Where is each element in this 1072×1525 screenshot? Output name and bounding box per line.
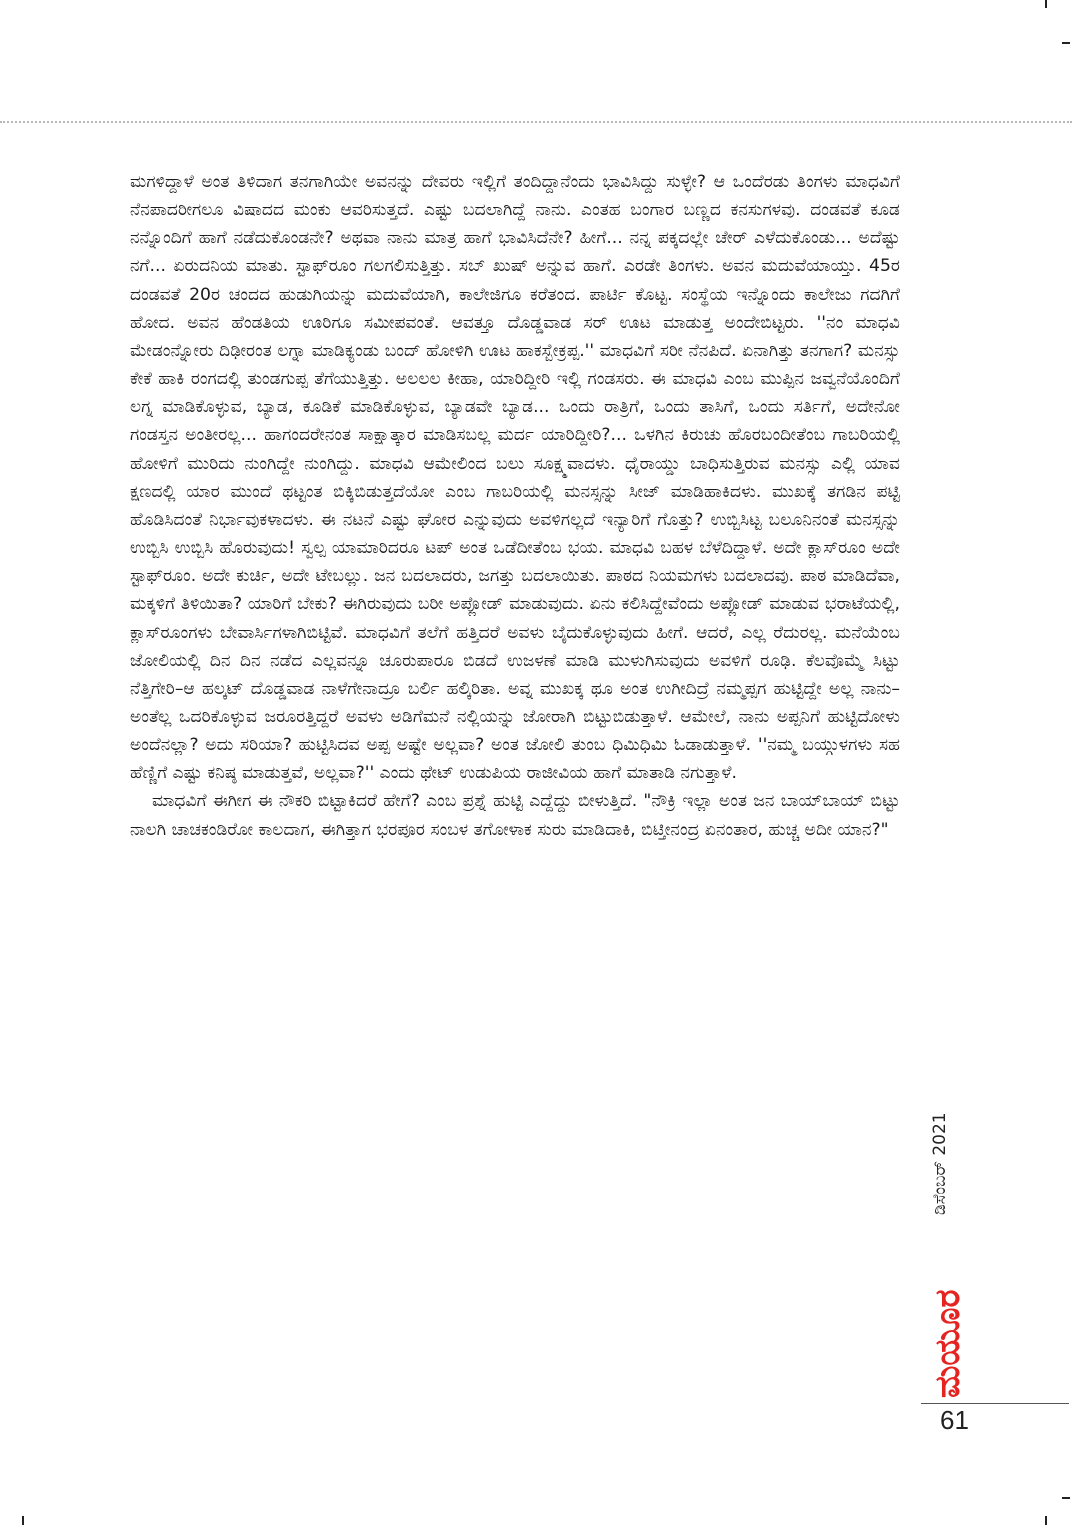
page-number: 61 <box>940 1405 969 1435</box>
article-body <box>130 168 900 844</box>
crop-mark-left-bottom <box>22 1516 24 1525</box>
crop-mark-top <box>1045 0 1047 8</box>
issue-date: ಡಿಸೆಂಬರ್ 2021 <box>930 1112 950 1215</box>
magazine-logo: ಮಯೂರ <box>928 1289 968 1398</box>
crop-mark-bottom <box>1045 1516 1047 1525</box>
article-paragraph: ಮಗಳಿದ್ದಾಳೆ ಅಂತ ತಿಳಿದಾಗ ತನಗಾಗಿಯೇ ಅವನನ್ನು ದೇವರು ಇಲ್ಲಿಗೆ ತಂದಿದ್ದಾನೆಂದು ಭಾವಿಸಿದ್ದು ಸುಳ್ಳೇ? ಆ ಒಂದೆರಡು ತಿಂಗಳು ಮಾಧವಿಗೆ ನೆನಪಾದರೀಗಲೂ ವಿಷಾದದ ಮಂಕು ಆವರಿಸುತ್ತದೆ. ಎಷ್ಟು ಬದಲಾಗಿದ್ದೆ ನಾನು. ಎಂತಹ ಬಂಗಾರ ಬಣ್ಣದ ಕನಸುಗಳವು. ದಂಡವತೆ ಕೂಡ ನನ್ನೊಂದಿಗೆ ಹಾಗೆ ನಡೆದುಕೊಂಡನೇ? ಅಥವಾ ನಾನು ಮಾತ್ರ ಹಾಗೆ ಭಾವಿಸಿದೆನೇ? ಹೀಗೆ... ನನ್ನ ಪಕ್ಕದಲ್ಲೇ ಚೇರ್ ಎಳೆದುಕೊಂಡು... ಅದೆಷ್ಟು ನಗೆ... ಏರುದನಿಯ ಮಾತು. ಸ್ಟಾಫ್‌ರೂಂ ಗಲಗಲಿಸುತ್ತಿತ್ತು. ಸಬ್ ಖುಷ್ ಅನ್ನುವ ಹಾಗೆ. ಎರಡೇ ತಿಂಗಳು. ಅವನ ಮದುವೆಯಾಯ್ತು. 45ರ ದಂಡವತೆ 20ರ ಚಂದದ ಹುಡುಗಿಯನ್ನು ಮದುವೆಯಾಗಿ, ಕಾಲೇಜಿಗೂ ಕರೆತಂದ. ಪಾರ್ಟಿ ಕೊಟ್ಟ. ಸಂಸ್ಥೆಯ ಇನ್ನೊಂದು ಕಾಲೇಜು ಗದಗಿಗೆ ಹೋದ. ಅವನ ಹೆಂಡತಿಯ ಊರಿಗೂ ಸಮೀಪವಂತೆ. ಆವತ್ತೂ ದೊಡ್ಡವಾಡ ಸರ್ ಊಟ ಮಾಡುತ್ತ ಅಂದೇಬಿಟ್ಟರು. ''ನಂ ಮಾಧವಿ ಮೇಡಂನ್ನೋರು ದಿಢೀರಂತ ಲಗ್ನಾ ಮಾಡಿಕ್ಯಂಡು ಬಂದ್ ಹೋಳಿಗಿ ಊಟ ಹಾಕಸ್ಬೇಕ್ರಪ್ಪ.'' ಮಾಧವಿಗೆ ಸರೀ ನೆನಪಿದೆ. ಏನಾಗಿತ್ತು ತನಗಾಗ? ಮನಸ್ಸು ಕೇಕೆ ಹಾಕಿ ರಂಗದಲ್ಲಿ ತುಂಡಗುಪ್ಪ ತೆಗೆಯುತ್ತಿತ್ತು. ಅಲಲಲ ಕೀಹಾ, ಯಾರಿದ್ದೀರಿ ಇಲ್ಲಿ ಗಂಡಸರು. ಈ ಮಾಧವಿ ಎಂಬ ಮುಪ್ಪಿನ ಜವ್ವನೆಯೊಂದಿಗೆ ಲಗ್ನ ಮಾಡಿಕೊಳ್ಳುವ, ಬ್ಯಾಡ, ಕೂಡಿಕೆ ಮಾಡಿಕೊಳ್ಳುವ, ಬ್ಯಾಡವೇ ಬ್ಯಾಡ... ಒಂದು ರಾತ್ರಿಗೆ, ಒಂದು ತಾಸಿಗೆ, ಒಂದು ಸರ್ತಿಗೆ, ಅದೇನೋ ಗಂಡಸ್ತನ ಅಂತೀರಲ್ಲ... ಹಾಗಂದರೇನಂತ ಸಾಕ್ಷಾತ್ಕಾರ ಮಾಡಿಸಬಲ್ಲ ಮರ್ದ ಯಾರಿದ್ದೀರಿ?... ಒಳಗಿನ ಕಿರುಚು ಹೊರಬಂದೀತೆಂಬ ಗಾಬರಿಯಲ್ಲಿ ಹೋಳಿಗೆ ಮುರಿದು ನುಂಗಿದ್ದೇ ನುಂಗಿದ್ದು. ಮಾಧವಿ ಆಮೇಲಿಂದ ಬಲು ಸೂಕ್ಷ್ಮವಾದಳು. ಧೈರಾಯ್ಡು ಬಾಧಿಸುತ್ತಿರುವ ಮನಸ್ಸು ಎಲ್ಲಿ ಯಾವ ಕ್ಷಣದಲ್ಲಿ ಯಾರ ಮುಂದೆ ಥಟ್ಟಂತ ಬಿಕ್ಕಿಬಿಡುತ್ತದೆಯೋ ಎಂಬ ಗಾಬರಿಯಲ್ಲಿ ಮನಸ್ಸನ್ನು ಸೀಜ್ ಮಾಡಿಹಾಕಿದಳು. ಮುಖಕ್ಕೆ ತಗಡಿನ ಪಟ್ಟಿ ಹೊಡಿಸಿದಂತೆ ನಿರ್ಭಾವುಕಳಾದಳು. ಈ ನಟನೆ ಎಷ್ಟು ಘೋರ ಎನ್ನುವುದು ಅವಳಿಗಲ್ಲದೆ ಇನ್ಯಾರಿಗೆ ಗೊತ್ತು? ಉಬ್ಬಿಸಿಟ್ಟ ಬಲೂನಿನಂತೆ ಮನಸ್ಸನ್ನು ಉಬ್ಬಿಸಿ ಉಬ್ಬಿಸಿ ಹೊರುವುದು! ಸ್ವಲ್ಪ ಯಾಮಾರಿದರೂ ಟಪ್ ಅಂತ ಒಡೆದೀತೆಂಬ ಭಯ. ಮಾಧವಿ ಬಹಳ ಬೆಳೆದಿದ್ದಾಳೆ. ಅದೇ ಕ್ಲಾಸ್‌ರೂಂ ಅದೇ ಸ್ಟಾಫ್‌ರೂಂ. ಅದೇ ಕುರ್ಚಿ, ಅದೇ ಟೇಬಲ್ಲು. ಜನ ಬದಲಾದರು, ಜಗತ್ತು ಬದಲಾಯಿತು. ಪಾಠದ ನಿಯಮಗಳು ಬದಲಾದವು. ಪಾಠ ಮಾಡಿದೆವಾ, ಮಕ್ಕಳಿಗೆ ತಿಳಿಯಿತಾ? ಯಾರಿಗೆ ಬೇಕು? ಈಗಿರುವುದು ಬರೀ ಅಪ್ಲೋಡ್ ಮಾಡುವುದು. ಏನು ಕಲಿಸಿದ್ದೇವೆಂದು ಅಪ್ಲೋಡ್ ಮಾಡುವ ಭರಾಟೆಯಲ್ಲಿ, ಕ್ಲಾಸ್‌ರೂಂಗಳು ಬೇವಾರ್ಸಿಗಳಾಗಿಬಿಟ್ಟಿವೆ. ಮಾಧವಿಗೆ ತಲೆಗೆ ಹತ್ತಿದರೆ ಅವಳು ಬೈದುಕೊಳ್ಳುವುದು ಹೀಗೆ. ಆದರೆ, ಎಲ್ಲ ರೆದುರಲ್ಲ. ಮನೆಯೆಂಬ ಜೋಲಿಯಲ್ಲಿ ದಿನ ದಿನ ನಡೆದ ಎಲ್ಲವನ್ನೂ ಚೂರುಪಾರೂ ಬಿಡದೆ ಉಜಳಣೆ ಮಾಡಿ ಮುಳುಗಿಸುವುದು ಅವಳಿಗೆ ರೂಢಿ. ಕೆಲವೊಮ್ಮೆ ಸಿಟ್ಟು ನೆತ್ತಿಗೇರಿ–ಆ ಹಲ್ಕಟ್ ದೊಡ್ಡವಾಡ ನಾಳೆಗೇನಾದ್ರೂ ಬರ್ಲಿ ಹಲ್ಕಿರಿತಾ. ಅವ್ನ ಮುಖಕ್ಕ ಥೂ ಅಂತ ಉಗೀದಿದ್ರೆ ನಮ್ಮಪ್ಪಗ ಹುಟ್ಟಿದ್ದೇ ಅಲ್ಲ ನಾನು–ಅಂತೆಲ್ಲ ಒದರಿಕೊಳ್ಳುವ ಜರೂರತ್ತಿದ್ದರೆ ಅವಳು ಅಡಿಗೆಮನೆ ನಲ್ಲಿಯನ್ನು ಜೋರಾಗಿ ಬಿಟ್ಟುಬಿಡುತ್ತಾಳೆ. ಆಮೇಲೆ, ನಾನು ಅಪ್ಪನಿಗೆ ಹುಟ್ಟಿದೋಳು ಅಂದೆನಲ್ಲಾ? ಅದು ಸರಿಯಾ? ಹುಟ್ಟಿಸಿದವ ಅಪ್ಪ ಅಷ್ಟೇ ಅಲ್ಲವಾ? ಅಂತ ಜೋಲಿ ತುಂಬ ಧಿಮಿಧಿಮಿ ಓಡಾಡುತ್ತಾಳೆ. ''ನಮ್ಮ ಬಯ್ಗುಳಗಳು ಸಹ ಹೆಣ್ಣಿಗೆ ಎಷ್ಟು ಕನಿಷ್ಠ ಮಾಡುತ್ತವೆ, ಅಲ್ಲವಾ?'' ಎಂದು ಥೇಟ್ ಉಡುಪಿಯ ರಾಜೀವಿಯ ಹಾಗೆ ಮಾತಾಡಿ ನಗುತ್ತಾಳೆ. <box>130 172 900 784</box>
footer-rule <box>921 1403 1069 1404</box>
crop-mark-right-bottom <box>1062 1497 1070 1499</box>
crop-mark-right-top <box>1062 42 1070 44</box>
header-dotted-rule <box>0 121 1072 123</box>
article-paragraph: ಮಾಧವಿಗೆ ಈಗೀಗ ಈ ನೌಕರಿ ಬಿಟ್ಟಾಕಿದರೆ ಹೇಗೆ? ಎಂಬ ಪ್ರಶ್ನೆ ಹುಟ್ಟಿ ಎದ್ದೆದ್ದು ಬೀಳುತ್ತಿದೆ. "ನೌಕ್ರಿ ಇಲ್ಲಾ ಅಂತ ಜನ ಬಾಯ್‌ಬಾಯ್ ಬಿಟ್ಟು ನಾಲಗಿ ಚಾಚಕಂಡಿರೋ ಕಾಲದಾಗ, ಈಗಿತ್ತಾಗ ಭರಪೂರ ಸಂಬಳ ತಗೋಳಾಕ ಸುರು ಮಾಡಿದಾಕಿ, ಬಿಟ್ತೀನಂದ್ರ ಏನಂತಾರ, ಹುಚ್ಚ ಅದೀ ಯಾನ?" <box>130 791 900 840</box>
